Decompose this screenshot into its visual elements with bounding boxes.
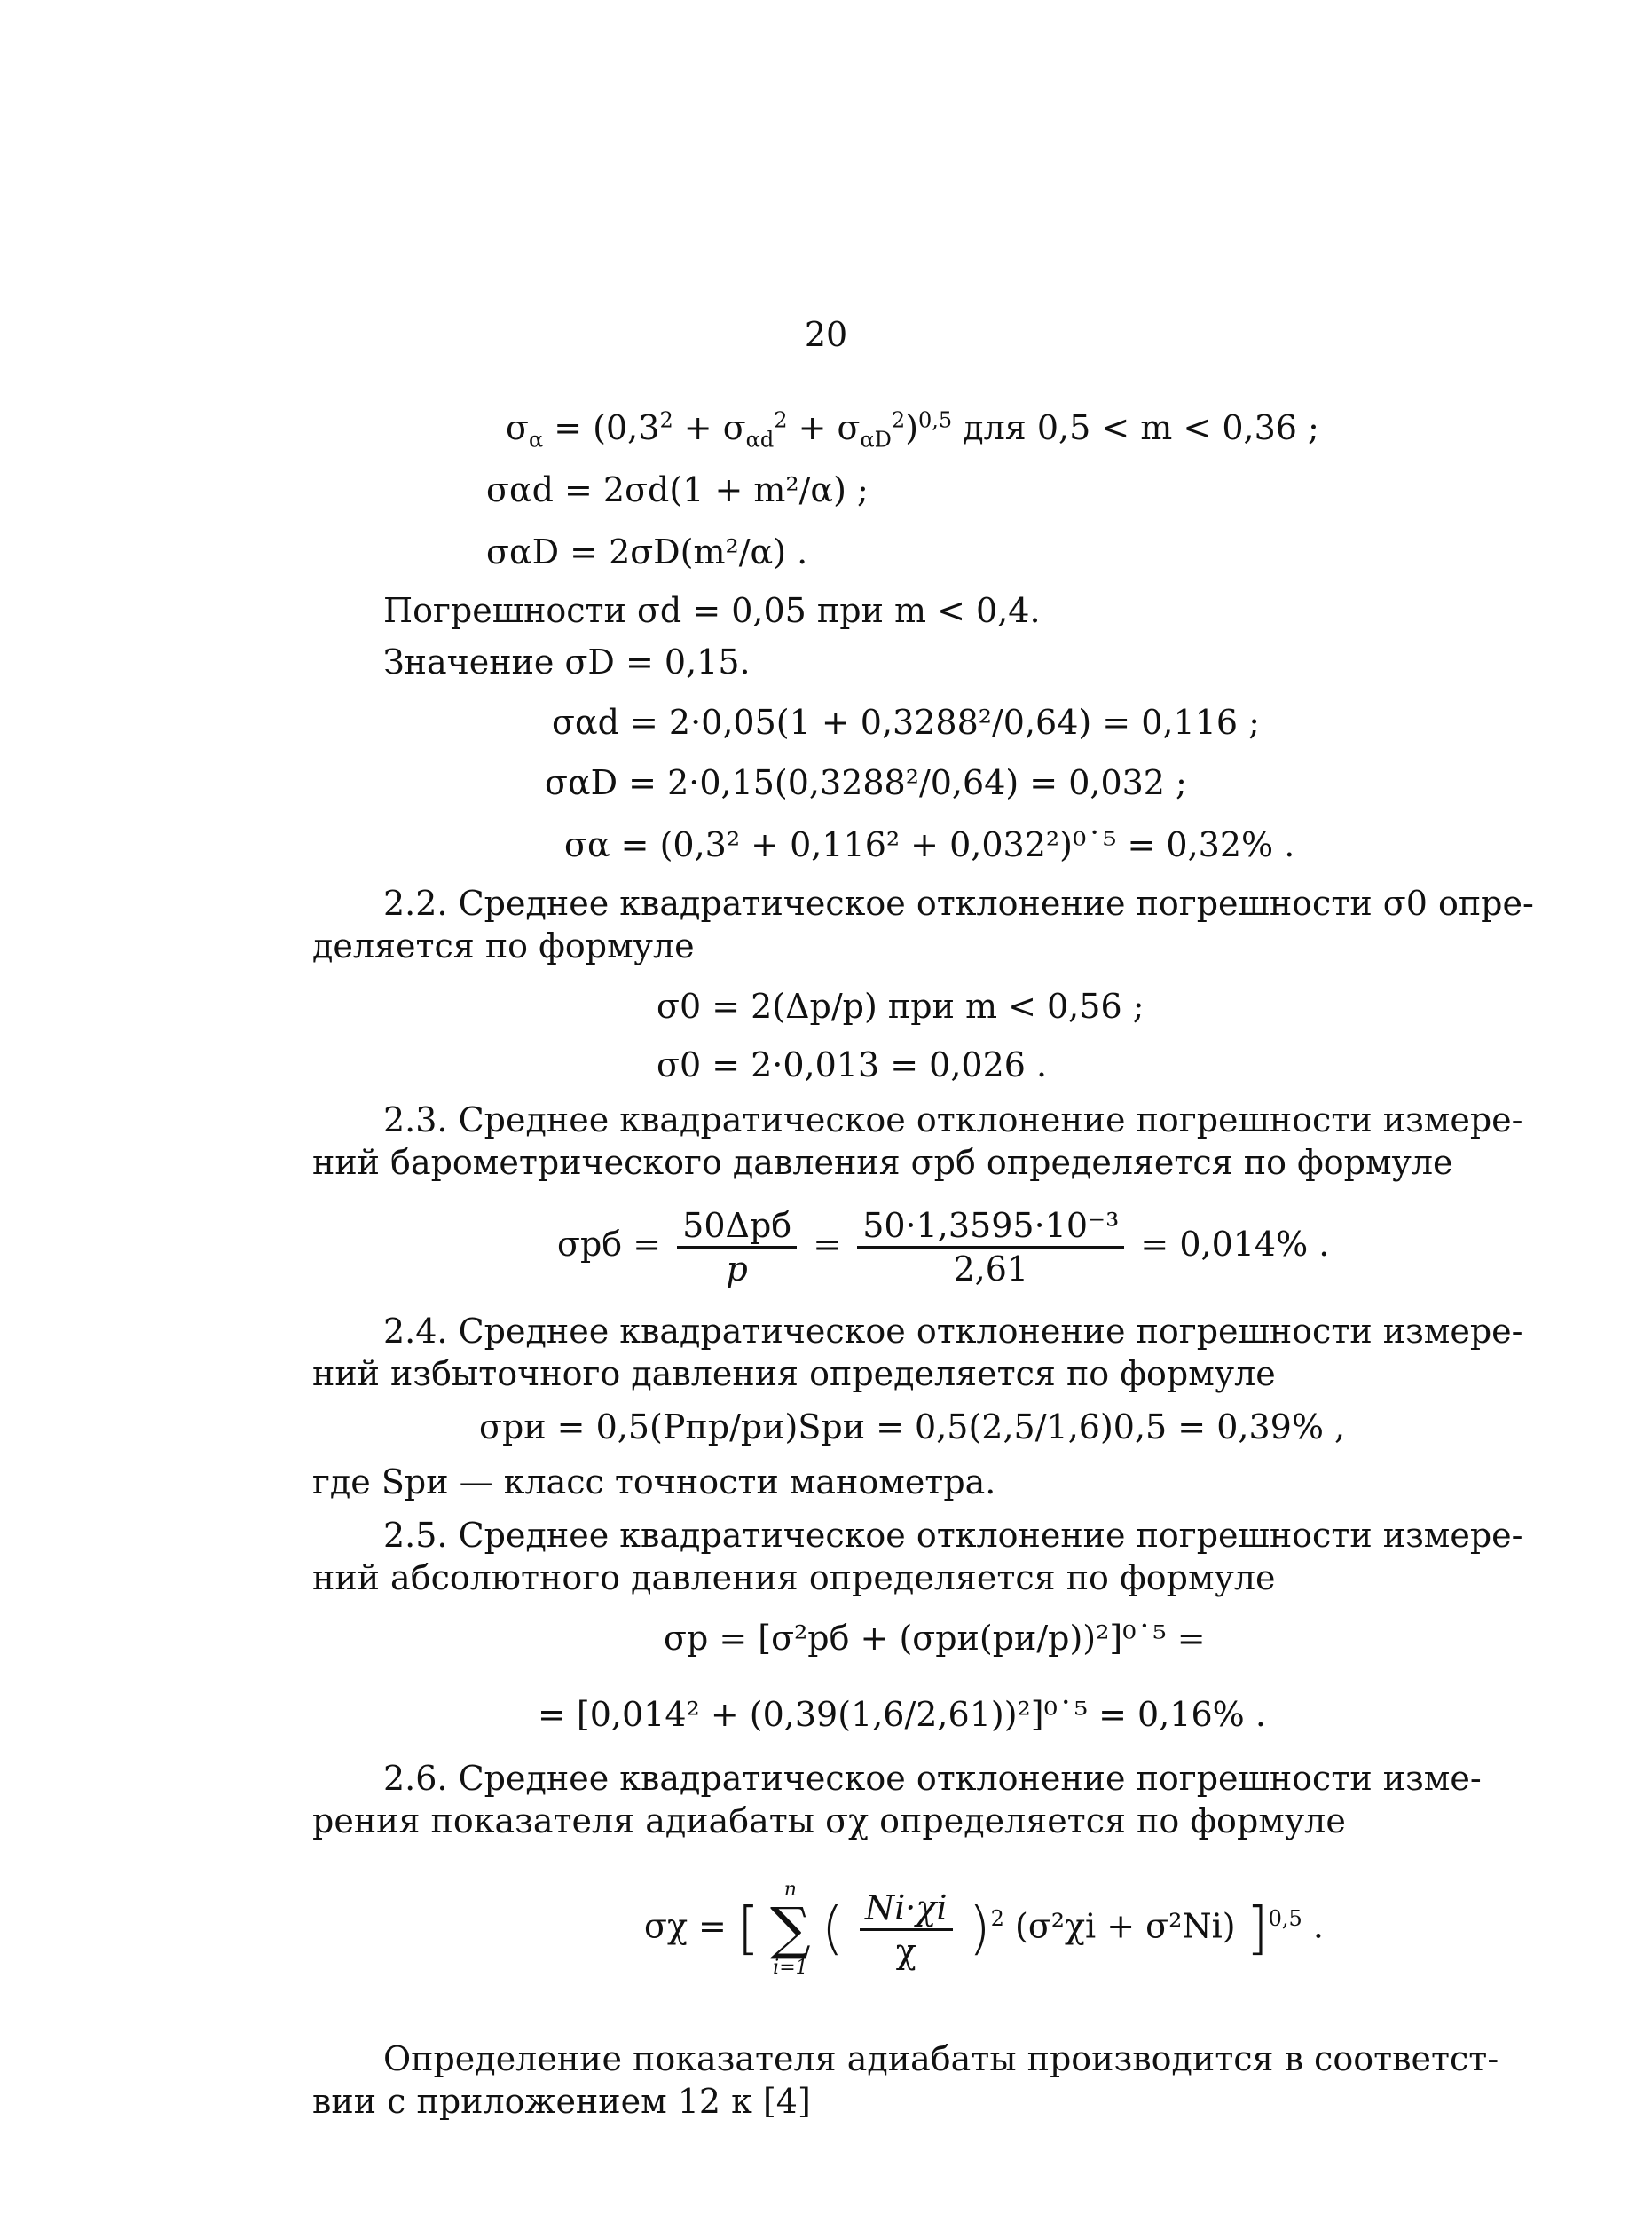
note-manometer-class: где Spи — класс точности манометра. [312,1462,996,1501]
section-2-5-line-2: ний абсолютного давления определяется по формуле [312,1558,1276,1597]
section-2-3-text [312,1099,1523,1184]
text-errors-sigma-d: Погрешности σd = 0,05 при m < 0,4. [383,591,1041,630]
section-2-5-line-1: 2.5. Среднее квадратическое отклонение погрешности измере- [383,1516,1523,1555]
section-2-2-line-1: 2.2. Среднее квадратическое отклонение погрешности σ0 опре- [383,884,1534,923]
equation-sigma-alpha-d: σαd = 2σd(1 + m²/α) ; [486,470,869,509]
equation-sigma-chi: σχ = [ n ∑ i=1 ( $\frac{Ni\cdot\chi i}{\chi}$ )$^2$ (σ²χi + σ²Ni) ]$^{0,5}$ . [644,1879,1324,1979]
summation: n ∑ i=1 [770,1879,811,1979]
page-number: 20 [804,315,848,354]
calc-sigma-p: = [0,014² + (0,39(1,6/2,61))²]⁰˙⁵ = 0,16% . [538,1695,1266,1734]
fraction-numeric: $\frac{\text{50·1,3595·10⁻³}}{2,61}$ [857,1205,1124,1289]
section-2-3-line-2: ний барометрического давления σpб определяется по формуле [312,1143,1453,1182]
section-2-5-text [312,1514,1523,1599]
section-2-6-line-2: рения показателя адиабаты σχ определяется по формуле [312,1801,1346,1840]
section-2-2-text [312,882,1534,967]
section-2-4-line-1: 2.4. Среднее квадратическое отклонение погрешности измере- [383,1312,1523,1351]
equation-sigma-0: σ0 = 2(Δp/p) при m < 0,56 ; [657,987,1145,1026]
section-2-2-line-2: деляется по формуле [312,926,695,965]
section-2-6-text [312,1757,1482,1842]
equation-sigma-p: σp = [σ²pб + (σpи(pи/p))²]⁰˙⁵ = [664,1619,1206,1658]
final-paragraph [312,2037,1499,2123]
equation-sigma-alpha-D: σαD = 2σD(m²/α) . [486,532,808,571]
section-2-6-line-1: 2.6. Среднее квадратическое отклонение погрешности изме- [383,1759,1482,1798]
section-2-4-line-2: ний избыточного давления определяется по формуле [312,1354,1276,1393]
calc-sigma-0: σ0 = 2·0,013 = 0,026 . [657,1045,1048,1084]
section-2-4-text [312,1310,1523,1395]
fraction-50-dpb-over-p: $\frac{\text{50Δpб}}{p}$ [677,1205,797,1289]
text-value-sigma-D: Значение σD = 0,15. [383,642,751,682]
fraction-ni-chi-i-over-chi: $\frac{Ni\cdot\chi i}{\chi}$ [860,1887,953,1972]
calc-sigma-alpha: σα = (0,3² + 0,116² + 0,032²)⁰˙⁵ = 0,32% . [564,825,1295,864]
equation-sigma-pb: σpб = $\frac{\text{50Δpб}}{p}$ = $\frac{\text{50·1,3595·10⁻³}}{2,61}$ = 0,014% . [557,1206,1330,1288]
equation-sigma-alpha: $\sigma_\alpha = (0,3^2 + \sigma_{\alpha d}^2 + \sigma_{\alpha D}^2)^{0,5}$ для 0,5 < m < 0,36 ; [506,407,1319,453]
final-line-2: вии с приложением 12 к [4] [312,2082,811,2121]
calc-sigma-alpha-D: σαD = 2·0,15(0,3288²/0,64) = 0,032 ; [545,763,1187,802]
calc-sigma-alpha-d: σαd = 2·0,05(1 + 0,3288²/0,64) = 0,116 ; [552,703,1260,742]
equation-sigma-pi: σpи = 0,5(Pпр/pи)Spи = 0,5(2,5/1,6)0,5 = 0,39% , [479,1407,1346,1446]
section-2-3-line-1: 2.3. Среднее квадратическое отклонение погрешности измере- [383,1100,1523,1139]
final-line-1: Определение показателя адиабаты производится в соответст- [383,2039,1499,2078]
